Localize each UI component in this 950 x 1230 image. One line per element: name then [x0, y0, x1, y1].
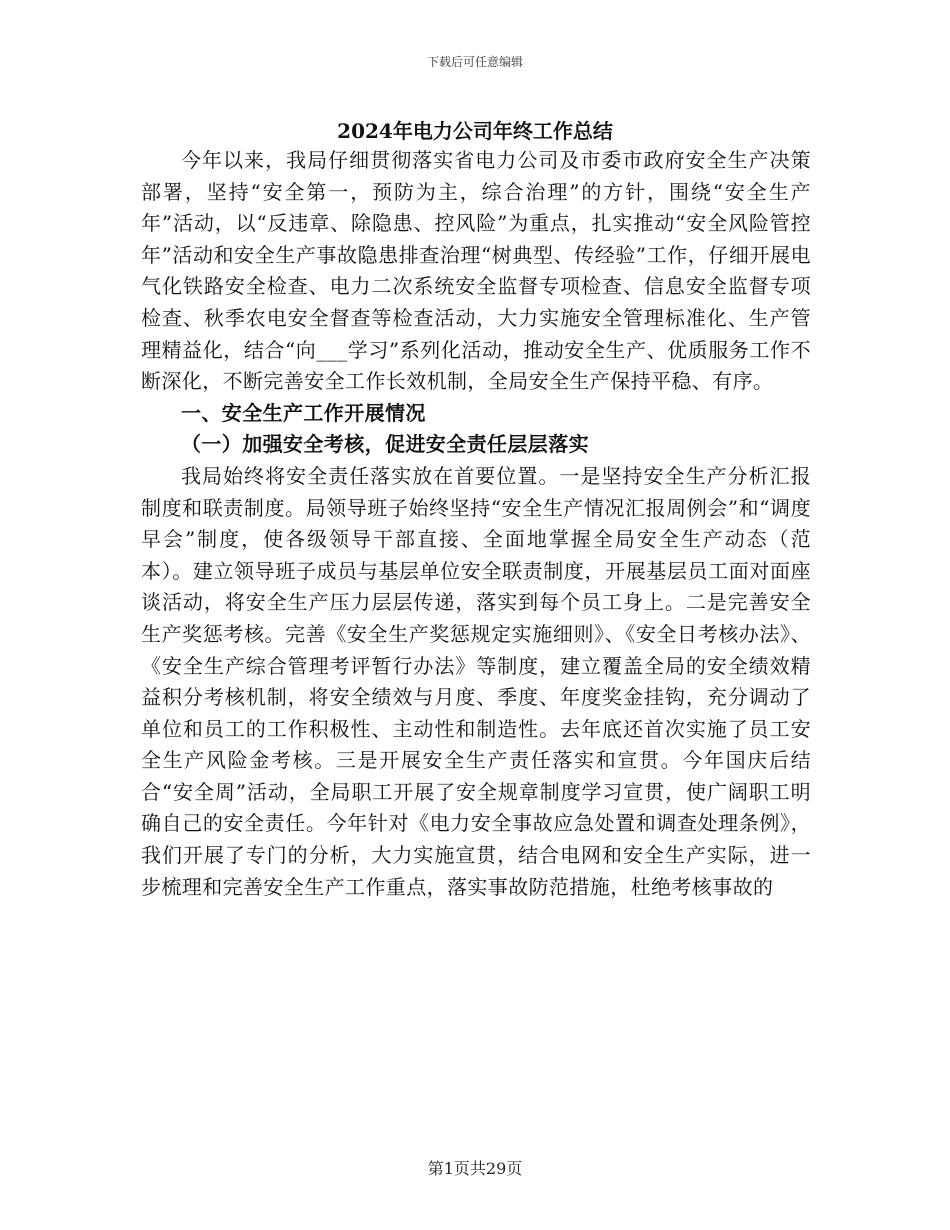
- intro-paragraph: 今年以来，我局仔细贯彻落实省电力公司及市委市政府安全生产决策部署，坚持“安全第一，预防为主，综合治理”的方针，围绕“安全生产年”活动，以“反违章、除隐患、控风险”为重点，扎实推动“安全风险管控年”活动和安全生产事故隐患排查治理“树典型、传经验”工作，仔细开展电气化铁路安全检查、电力二次系统安全监督专项检查、信息安全监督专项检查、秋季农电安全督查等检查活动，大力实施安全管理标准化、生产管理精益化，结合“向___学习”系列化活动，推动安全生产、优质服务工作不断深化，不断完善安全工作长效机制，全局安全生产保持平稳、有序。: [141, 148, 811, 394]
- body-paragraph: 我局始终将安全责任落实放在首要位置。一是坚持安全生产分析汇报制度和联责制度。局领导班子始终坚持“安全生产情况汇报周例会”和“调度早会”制度，使各级领导干部直接、全面地掌握全局安全生产动态（范本）。建立领导班子成员与基层单位安全联责制度，开展基层员工面对面座谈活动，将安全生产压力层层传递，落实到每个员工身上。二是完善安全生产奖惩考核。完善《安全生产奖惩规定实施细则》、《安全日考核办法》、《安全生产综合管理考评暂行办法》等制度，建立覆盖全局的安全绩效精益积分考核机制，将安全绩效与月度、季度、年度奖金挂钩，充分调动了单位和员工的工作积极性、主动性和制造性。去年底还首次实施了员工安全生产风险金考核。三是开展安全生产责任落实和宣贯。今年国庆后结合“安全周”活动，全局职工开展了安全规章制度学习宣贯，使广阔职工明确自己的安全责任。今年针对《电力安全事故应急处置和调查处理条例》，我们开展了专门的分析，大力实施宣贯，结合电网和安全生产实际，进一步梳理和完善安全生产工作重点，落实事故防范措施，杜绝考核事故的: [141, 463, 811, 899]
- section-heading: 一、安全生产工作开展情况: [181, 400, 426, 425]
- header-note: 下载后可任意编辑: [426, 55, 523, 69]
- page-number-footer: 第1页共29页: [427, 1159, 523, 1178]
- document-title: 2024年电力公司年终工作总结: [337, 119, 613, 143]
- subsection-heading: （一）加强安全考核，促进安全责任层层落实: [181, 432, 589, 457]
- document-body: [141, 145, 811, 903]
